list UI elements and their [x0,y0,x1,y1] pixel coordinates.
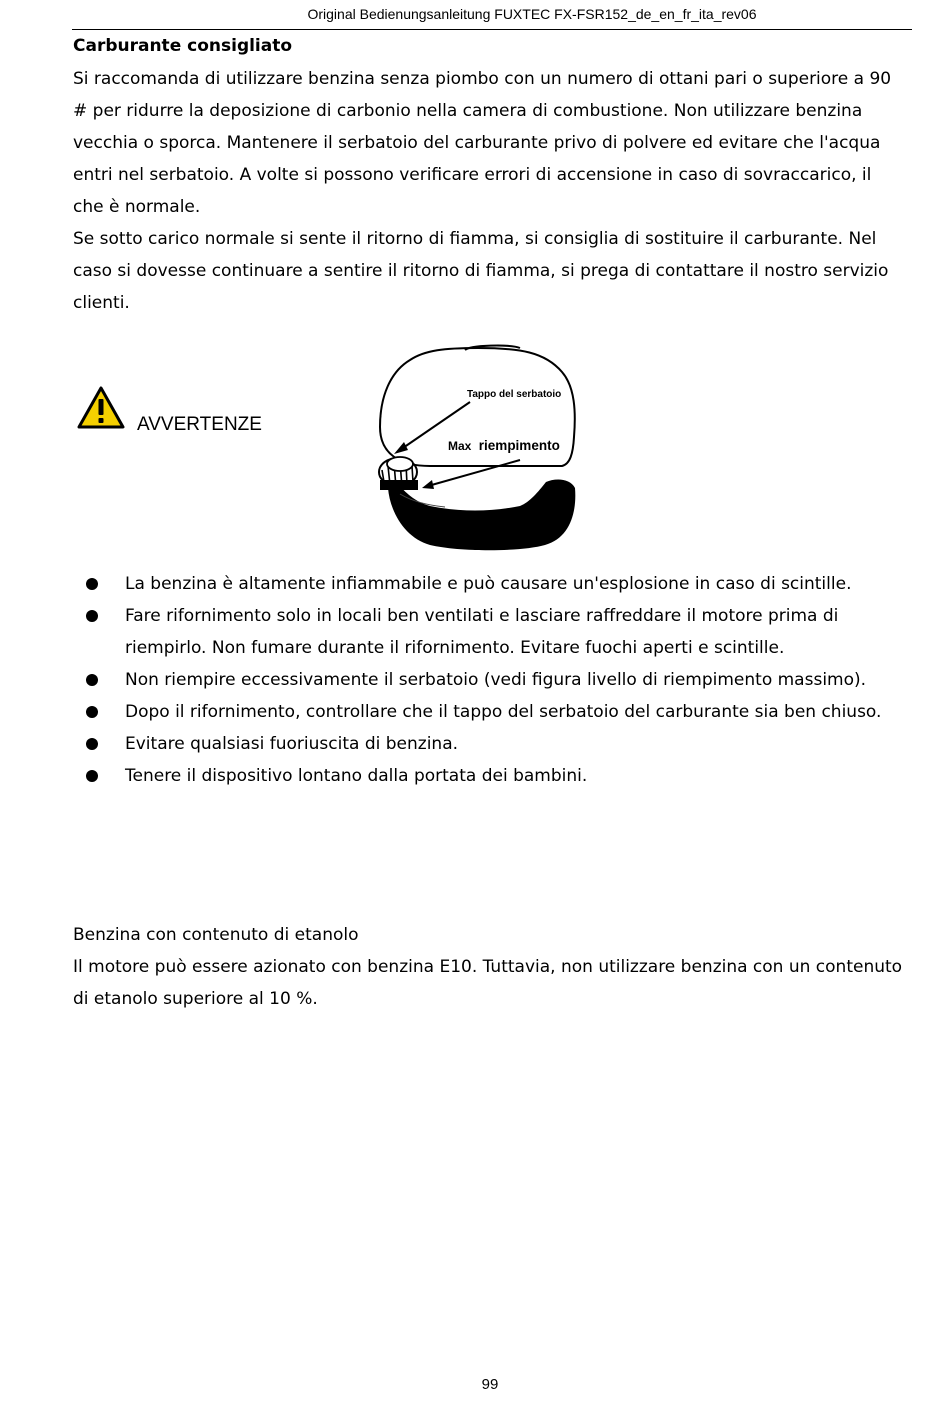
bullet-dot-icon [86,610,98,622]
tank-cap [379,457,418,490]
list-item [73,568,903,600]
list-item [73,728,903,760]
ethanol-section [73,919,903,1015]
warning-triangle-icon [77,386,125,430]
section-title: Carburante consigliato [73,36,293,56]
intro-text [73,63,903,319]
ethanol-text: Il motore può essere azionato con benzina E10. Tuttavia, non utilizzare benzina con un contenuto di etanolo superiore al 10 %. [73,957,903,1009]
paragraph-fuel-recommendation: Si raccomanda di utilizzare benzina senza piombo con un numero di ottani pari o superiore a 90 # per ridurre la deposizione di carbonio nella camera di combustione. Non utilizzare benzina vecchia o sporca. Mantenere il serbatoio del carburante privo di polvere ed evitare che l'acqua entri nel serbatoio. A volte si possono verificare errori di accensione in caso di sovraccarico, il che è normale. [73,69,892,217]
max-fill-prefix: Max [448,439,472,453]
list-item [73,664,903,696]
page-number: 99 [481,1376,499,1393]
fuel-tank-figure [370,342,585,552]
max-fill-label [448,437,560,454]
list-item [73,600,903,664]
list-item-text: La benzina è altamente infiammabile e può causare un'esplosione in caso di scintille. [125,574,852,594]
tank-base [388,480,575,551]
paragraph-backfire: Se sotto carico normale si sente il ritorno di fiamma, si consiglia di sostituire il carburante. Nel caso si dovesse continuare a sentire il ritorno di fiamma, si prega di contattare il nostro servizio clienti. [73,229,889,313]
ethanol-heading: Benzina con contenuto di etanolo [73,925,359,945]
list-item-text: Fare rifornimento solo in locali ben ventilati e lasciare raffreddare il motore prima di riempirlo. Non fumare durante il rifornimento. Evitare fuochi aperti e scintille. [125,606,839,658]
warning-label: AVVERTENZE [137,414,262,435]
list-item [73,696,903,728]
list-item-text: Tenere il dispositivo lontano dalla portata dei bambini. [125,766,588,786]
cap-label: Tappo del serbatoio [467,389,562,400]
bullet-dot-icon [86,578,98,590]
header-divider [72,29,912,30]
list-item-text: Dopo il rifornimento, controllare che il tappo del serbatoio del carburante sia ben chiuso. [125,702,882,722]
max-fill-main: riempimento [478,438,560,453]
bullet-dot-icon [86,738,98,750]
list-item [73,760,903,792]
bullet-dot-icon [86,674,98,686]
list-item-text: Non riempire eccessivamente il serbatoio (vedi figura livello di riempimento massimo). [125,670,867,690]
bullet-dot-icon [86,770,98,782]
warning-bullet-list [73,568,903,792]
page-header: Original Bedienungsanleitung FUXTEC FX-FSR152_de_en_fr_ita_rev06 [307,6,757,22]
list-item-text: Evitare qualsiasi fuoriuscita di benzina. [125,734,459,754]
bullet-dot-icon [86,706,98,718]
